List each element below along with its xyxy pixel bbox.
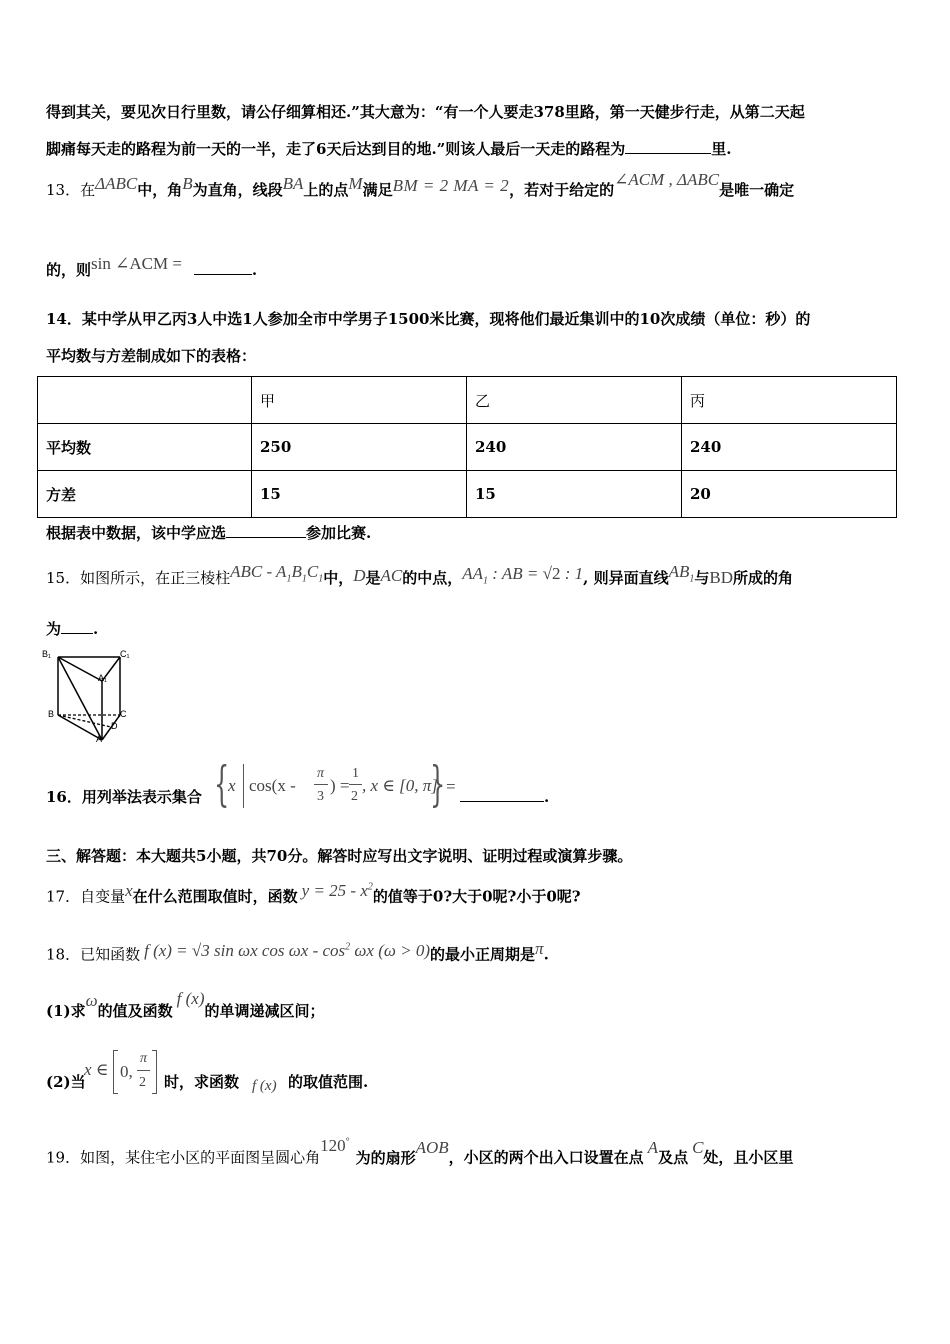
math: B (182, 174, 193, 193)
table-header-row (38, 377, 897, 424)
math-part: AB (668, 562, 690, 581)
text: 在什么范围取值时，函数 (132, 887, 298, 906)
text: 中，角 (137, 181, 183, 199)
score-table (37, 376, 897, 518)
question-number: 13．在 (46, 181, 96, 199)
math-part: B (291, 562, 302, 581)
math: 0, (120, 1062, 133, 1081)
text: 的值及函数 (97, 1002, 173, 1020)
math-sup: 2 (345, 941, 351, 952)
math-sub: 1 (689, 573, 695, 585)
text: . (543, 945, 549, 964)
text: 18．已知函数 (46, 945, 141, 964)
table-cell: 乙 (467, 377, 682, 424)
answer-blank[interactable] (625, 139, 711, 154)
question-16 (46, 756, 910, 812)
math: ω (85, 991, 98, 1010)
math-part: y = 25 - x (301, 880, 368, 900)
math-sub: 1 (286, 573, 292, 585)
text: ，小区的两个出入口设置在点 (448, 1148, 644, 1167)
text: 里. (711, 140, 732, 158)
math: ∠ACM , ΔABC (614, 170, 720, 189)
math-part: ωx (ω > 0) (350, 940, 431, 960)
math: D (353, 566, 366, 585)
question-17 (46, 880, 910, 907)
text: 为的扇形 (355, 1148, 416, 1167)
math: = (446, 777, 456, 796)
table-cell: 15 (252, 471, 467, 518)
answer-blank[interactable] (61, 619, 93, 634)
text: 的最小正周期是 (430, 945, 536, 964)
fraction-bar (137, 1070, 150, 1071)
text: 为 (46, 620, 62, 638)
table-cell: 240 (682, 424, 897, 471)
math: ) = (330, 776, 350, 795)
text: 三、解答题：本大题共5小题，共70分。解答时应写出文字说明、证明过程或演算步骤。 (46, 847, 633, 865)
left-brace: { (214, 756, 230, 812)
text: 满足 (362, 181, 393, 199)
table-cell: 方差 (38, 471, 252, 518)
text: 脚痛每天走的路程为前一天的一半，走了6天后达到目的地.”则该人最后一天走的路程为 (46, 140, 626, 158)
text: 根据表中数据，该中学应选 (46, 524, 227, 542)
segment-bd-hidden (58, 715, 111, 727)
math: 3 (317, 789, 324, 804)
answer-blank[interactable] (194, 260, 252, 275)
text: 的值等于0?大于0呢?小于0呢? (372, 887, 581, 906)
label-c: C (120, 709, 127, 719)
label-a1: A₁ (98, 673, 108, 683)
math (668, 562, 695, 585)
math-part: f (x) = √3 sin ωx cos ωx - cos (144, 940, 346, 960)
math: A (647, 1137, 659, 1157)
math: AOB (415, 1137, 449, 1157)
math: ΔABC (95, 174, 138, 193)
table-cell: 250 (252, 424, 467, 471)
math: C (692, 1137, 704, 1157)
math: π (140, 1051, 148, 1066)
question-15-line-1 (46, 562, 910, 595)
question-18-part-2 (46, 1048, 910, 1096)
question-14-after (46, 523, 910, 543)
text: ，若对于给定的 (509, 181, 615, 199)
text: 平均数与方差制成如下的表格： (46, 347, 257, 365)
table-cell: 平均数 (38, 424, 252, 471)
math: 2 (351, 789, 358, 804)
paragraph-line-1 (46, 102, 910, 122)
math (302, 881, 373, 900)
right-bracket (152, 1050, 157, 1094)
text: 处，且小区里 (703, 1148, 794, 1167)
label-c1: C₁ (120, 649, 130, 659)
question-18-part-1 (46, 989, 910, 1021)
math: , x ∈ [0, π] (362, 776, 438, 795)
label-b: B (48, 709, 55, 719)
text: . (251, 261, 258, 279)
text: 的，则 (46, 261, 92, 279)
text: 的取值范围. (288, 1073, 369, 1091)
math-part: C (306, 562, 319, 581)
math: f (x) (252, 1078, 277, 1094)
math-sub: 1 (318, 573, 324, 585)
math (230, 562, 324, 585)
right-brace: } (430, 756, 446, 812)
math: x ∈ (84, 1060, 109, 1079)
table-row (38, 424, 897, 471)
fraction-bar (314, 784, 328, 785)
question-19 (46, 1135, 910, 1168)
table-cell: 240 (467, 424, 682, 471)
question-13-line-1 (46, 170, 910, 200)
math: x (228, 776, 236, 795)
text: 是唯一确定 (719, 181, 795, 199)
math-part: : 1 (560, 564, 584, 583)
table-cell (38, 377, 252, 424)
math-part: AA (462, 564, 484, 583)
text: . (93, 620, 99, 638)
table-cell: 丙 (682, 377, 897, 424)
math: f (x) (176, 989, 205, 1008)
text: 所成的角 (733, 569, 794, 587)
math-sup: 2 (367, 881, 373, 892)
text: . (544, 788, 550, 806)
math (320, 1136, 350, 1155)
question-14-line-1 (46, 309, 910, 329)
question-14-line-2 (46, 346, 910, 366)
fraction-bar (349, 784, 362, 785)
text: , 则异面直线 (583, 569, 669, 587)
label-b1: B₁ (42, 649, 52, 659)
math: BA (282, 174, 304, 193)
question-15-line-2 (46, 619, 910, 639)
math-part: ABC - A (230, 562, 287, 581)
text: 中， (323, 569, 354, 587)
math: π (535, 938, 544, 958)
answer-blank[interactable] (226, 523, 306, 538)
set-bar (243, 764, 244, 808)
text: 16．用列举法表示集合 (46, 788, 202, 806)
label-a: A (96, 734, 103, 744)
table-row (38, 471, 897, 518)
prism-figure (40, 645, 140, 745)
text: 及点 (658, 1148, 689, 1167)
text: 上的点 (303, 181, 349, 199)
text: 为直角，线段 (192, 181, 283, 199)
math-sup: ° (345, 1136, 350, 1147)
math: M (348, 174, 363, 193)
math-sub: 1 (301, 573, 307, 585)
math: 2 (139, 1075, 146, 1090)
text: (2)当 (46, 1073, 86, 1091)
math: 1 (352, 766, 359, 781)
left-bracket (113, 1050, 118, 1094)
text: 与 (694, 569, 710, 587)
math: BD (709, 568, 734, 587)
text: (1)求 (46, 1002, 86, 1020)
math: sin ∠ACM = (91, 254, 182, 273)
math: x (125, 880, 133, 900)
text: 参加比赛. (306, 524, 372, 542)
answer-blank[interactable] (460, 787, 544, 802)
text: 得到其关，要见次日行里数，请公仔细算相还.”其大意为：“有一个人要走378里路，第一天健步行走，从第二天起 (46, 103, 805, 121)
text: 的中点， (402, 569, 463, 587)
text: 19．如图，某住宅小区的平面图呈圆心角 (46, 1148, 321, 1167)
math: π (317, 766, 325, 781)
text: 14．某中学从甲乙丙3人中选1人参加全市中学男子1500米比赛，现将他们最近集训中的10次成绩（单位：秒）的 (46, 310, 811, 328)
text: 时，求函数 (164, 1073, 240, 1091)
math: AC (380, 566, 403, 585)
math: cos(x - (249, 776, 296, 795)
math-part: √2 (542, 564, 561, 583)
table-cell: 甲 (252, 377, 467, 424)
text: 是 (365, 569, 381, 587)
text: 17．自变量 (46, 887, 126, 906)
math-part: 120 (320, 1135, 346, 1155)
math-part: : AB = (488, 564, 543, 583)
question-number: 15．如图所示，在正三棱柱 (46, 569, 231, 587)
label-d: D (111, 721, 118, 731)
question-18 (46, 938, 910, 965)
math (144, 941, 430, 960)
question-13-line-2 (46, 254, 910, 280)
math: BM = 2 MA = 2 (392, 176, 510, 195)
table-cell: 15 (467, 471, 682, 518)
table-cell: 20 (682, 471, 897, 518)
paragraph-line-2 (46, 139, 910, 159)
text: 的单调递减区间； (204, 1002, 325, 1020)
math (462, 564, 584, 587)
math-sub: 1 (483, 575, 489, 587)
section-3-heading (46, 846, 910, 866)
